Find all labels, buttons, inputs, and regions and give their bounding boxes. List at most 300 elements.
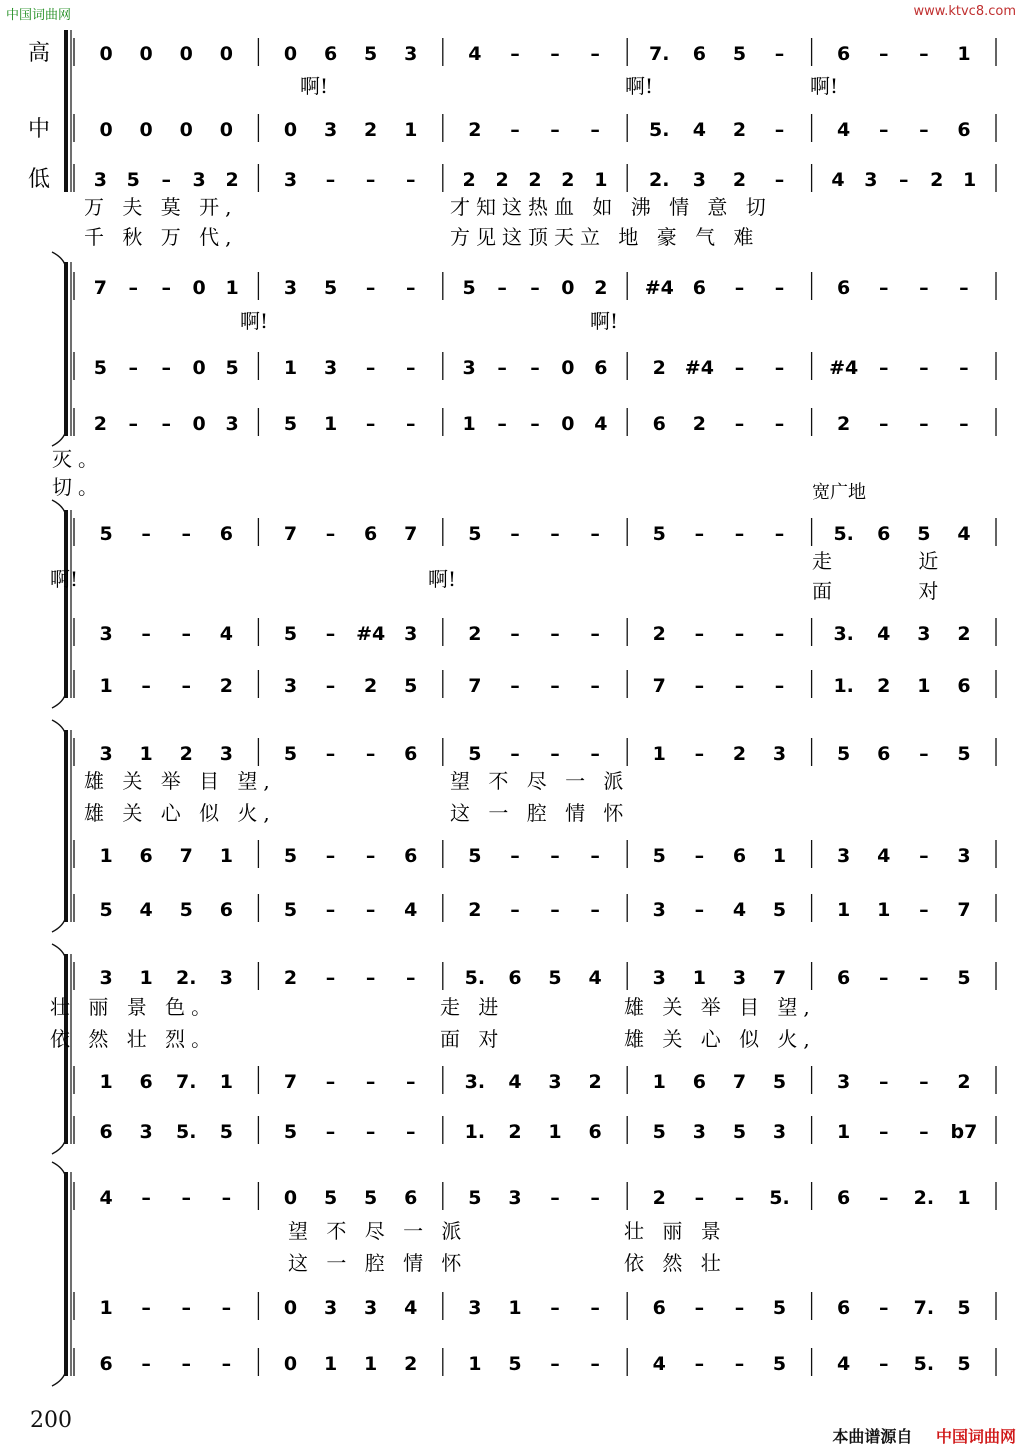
note: 3 [772, 1121, 787, 1143]
lyric-right: 面 对 [812, 579, 979, 603]
note: – [590, 743, 600, 765]
lyric-line: 灭。 [52, 447, 104, 471]
note: 7 [468, 675, 482, 697]
note: 3 [99, 743, 113, 765]
note: 2 [652, 357, 666, 379]
note: 0 [561, 357, 575, 379]
note: 6 [652, 413, 666, 435]
note: 5 [468, 523, 482, 545]
note: 2 [508, 1121, 522, 1143]
note: 0 [139, 119, 153, 141]
note: 1 [594, 169, 608, 191]
note: – [510, 623, 520, 645]
note: 0 [561, 413, 575, 435]
note: 3 [99, 967, 113, 989]
note: – [530, 277, 540, 299]
note: – [734, 1353, 745, 1375]
note: 4 [837, 1353, 851, 1375]
note: – [734, 413, 745, 435]
note: – [590, 1187, 600, 1209]
note: 3 [219, 967, 233, 989]
note: – [181, 1297, 191, 1319]
voice-label: 中 [28, 117, 51, 142]
lyric-line: 雄 关 举 目 望, [624, 995, 816, 1019]
note: 4 [404, 899, 418, 921]
note: 7 [93, 277, 107, 299]
note: 3. [464, 1071, 486, 1093]
note: – [919, 119, 929, 141]
note: – [128, 277, 139, 299]
note: 3 [548, 1071, 562, 1093]
lyric-line: 走 进 [440, 995, 505, 1019]
note: 1 [219, 1071, 233, 1093]
note: – [365, 277, 376, 299]
note: – [161, 413, 171, 435]
watermark-left: 中国词曲网 [6, 8, 72, 23]
lyric-line: 千 秋 万 代, [84, 225, 238, 249]
note: – [899, 169, 909, 191]
brace-bottom [52, 692, 66, 708]
note: – [550, 43, 560, 65]
note: 1 [877, 899, 891, 921]
note: – [919, 413, 929, 435]
note: – [221, 1353, 232, 1375]
lyric-line: 依 然 壮 烈。 [50, 1027, 218, 1051]
note: – [959, 413, 969, 435]
note: 0 [192, 357, 206, 379]
note: 2 [732, 743, 747, 765]
note: 4 [468, 43, 482, 65]
note: 0 [139, 43, 153, 65]
note: 6 [219, 899, 233, 921]
note: 3 [692, 1121, 706, 1143]
note: – [510, 899, 520, 921]
note: – [128, 413, 139, 435]
brace-bottom [52, 916, 66, 932]
note: – [774, 43, 785, 65]
note: 3 [139, 1121, 153, 1143]
note: – [590, 1297, 600, 1319]
note: 2 [219, 675, 233, 697]
note: – [734, 675, 745, 697]
note: – [959, 357, 969, 379]
note: 0 [192, 413, 206, 435]
note: – [734, 357, 745, 379]
note: 3 [732, 967, 747, 989]
note: – [879, 1121, 889, 1143]
tempo-marking: 宽广地 [812, 482, 866, 503]
note: 1 [957, 1187, 971, 1209]
note: – [365, 845, 376, 867]
note: – [550, 1187, 560, 1209]
note: 1 [139, 967, 153, 989]
note: – [879, 43, 889, 65]
note: – [694, 523, 705, 545]
note: – [365, 357, 376, 379]
note: – [510, 743, 520, 765]
note: 0 [219, 119, 233, 141]
note: – [919, 967, 929, 989]
brace-top [52, 500, 66, 516]
note: 6 [404, 743, 418, 765]
note: – [694, 1297, 705, 1319]
note: 0 [561, 277, 575, 299]
note: – [530, 413, 540, 435]
note: – [325, 1121, 336, 1143]
note: 5 [957, 1297, 971, 1319]
note: – [181, 675, 191, 697]
note: 5 [652, 845, 666, 867]
note: – [919, 899, 929, 921]
note: – [141, 1353, 151, 1375]
note: 5 [508, 1353, 522, 1375]
note: 0 [283, 43, 298, 65]
note: – [879, 1187, 889, 1209]
note: 6 [837, 277, 851, 299]
note: 2 [93, 413, 107, 435]
note: 6 [957, 119, 971, 141]
lyric-mid: 啊! [810, 74, 839, 98]
note: 1 [323, 413, 338, 435]
note: – [405, 357, 416, 379]
lyric-mid: 啊! [625, 74, 654, 98]
note: 2. [649, 169, 670, 191]
note: 4 [652, 1353, 666, 1375]
note: 7. [913, 1297, 935, 1319]
note: 0 [192, 277, 206, 299]
note: – [879, 1297, 889, 1319]
note: 2 [364, 675, 378, 697]
note: – [774, 413, 785, 435]
note: 4 [139, 899, 153, 921]
note: 4 [588, 967, 602, 989]
note: 4 [877, 623, 891, 645]
note: – [919, 43, 929, 65]
lyric-line: 壮 丽 景 色。 [50, 995, 218, 1019]
note: 1 [692, 967, 706, 989]
note: 0 [99, 119, 113, 141]
note: 5. [913, 1353, 935, 1375]
note: – [141, 675, 151, 697]
note: 5 [732, 43, 747, 65]
note: – [959, 277, 969, 299]
note: 4 [594, 413, 608, 435]
note: 5 [652, 523, 666, 545]
note: 5 [468, 1187, 482, 1209]
note: 0 [219, 43, 233, 65]
lyric-line: 这 一 腔 情 怀 [450, 801, 630, 825]
note: 1 [837, 1121, 851, 1143]
note: 6 [732, 845, 747, 867]
note: 4 [508, 1071, 522, 1093]
note: 2 [179, 743, 193, 765]
note: – [774, 169, 785, 191]
note: – [365, 743, 376, 765]
note: – [879, 277, 889, 299]
lyric-line: 方见这顶天立 地 豪 气 难 [450, 225, 760, 249]
note: 2 [930, 169, 944, 191]
note: – [365, 1121, 376, 1143]
note: 5 [99, 899, 113, 921]
footer-source-label: 本曲谱源自 [832, 1427, 913, 1446]
note: – [590, 675, 600, 697]
note: 3 [404, 623, 418, 645]
note: 3 [283, 169, 298, 191]
note: 1 [917, 675, 931, 697]
note: 5 [283, 413, 298, 435]
note: – [590, 119, 600, 141]
note: 0 [99, 43, 113, 65]
note: 6 [404, 845, 418, 867]
note: 5. [649, 119, 670, 141]
note: 1 [957, 43, 971, 65]
note: 5 [548, 967, 562, 989]
note: 3 [508, 1187, 522, 1209]
note: 2 [364, 119, 378, 141]
note: 2 [837, 413, 851, 435]
lyric-mid: 啊! [590, 309, 619, 333]
note: 6 [837, 1297, 851, 1319]
note: – [365, 1071, 376, 1093]
note: 1 [219, 845, 233, 867]
note: – [221, 1187, 232, 1209]
note: – [694, 623, 705, 645]
note: 5 [283, 743, 298, 765]
note: – [694, 1187, 705, 1209]
note: 2 [462, 169, 476, 191]
note: 0 [283, 119, 298, 141]
note: – [919, 743, 929, 765]
note: 0 [283, 1297, 298, 1319]
note: 6 [323, 43, 338, 65]
note: 1. [464, 1121, 486, 1143]
note: 5 [323, 1187, 338, 1209]
note: 1 [225, 277, 239, 299]
note: – [405, 1071, 416, 1093]
lyric-line: 雄 关 心 似 火, [624, 1027, 816, 1051]
note: – [365, 413, 376, 435]
note: 1 [364, 1353, 378, 1375]
note: – [694, 845, 705, 867]
note: – [325, 899, 336, 921]
note: 4 [404, 1297, 418, 1319]
note: 3 [692, 169, 706, 191]
note: – [161, 277, 171, 299]
note: – [879, 357, 889, 379]
note: 2 [588, 1071, 602, 1093]
note: – [497, 357, 507, 379]
note: 5 [772, 1297, 787, 1319]
note: 6 [588, 1121, 602, 1143]
note: 7. [176, 1071, 197, 1093]
note: 3 [323, 1297, 338, 1319]
note: – [694, 1353, 705, 1375]
note: 5 [772, 1353, 787, 1375]
note: 1 [508, 1297, 522, 1319]
note: – [325, 845, 336, 867]
note: – [141, 623, 151, 645]
note: 5 [283, 899, 298, 921]
footer [832, 1424, 1016, 1447]
note: 2 [652, 1187, 666, 1209]
note: 3 [772, 743, 787, 765]
note: 6 [837, 43, 851, 65]
note: 5 [99, 523, 113, 545]
note: – [774, 675, 785, 697]
note: 2 [225, 169, 239, 191]
note: 2 [957, 1071, 971, 1093]
note: 1 [462, 413, 476, 435]
note: – [550, 119, 560, 141]
brace-top [52, 1162, 66, 1178]
note: – [774, 277, 785, 299]
note: 1 [99, 1297, 113, 1319]
note: 5 [225, 357, 239, 379]
brace-bottom [52, 1138, 66, 1154]
note: – [365, 169, 376, 191]
note: 6 [99, 1353, 113, 1375]
note: – [510, 845, 520, 867]
note: – [405, 277, 416, 299]
note: 2 [732, 169, 747, 191]
note: 2 [732, 119, 747, 141]
note: – [550, 675, 560, 697]
note: – [774, 623, 785, 645]
note: – [919, 1071, 929, 1093]
note: – [405, 967, 416, 989]
note: 6 [139, 845, 153, 867]
note: 2 [652, 623, 666, 645]
note: – [510, 675, 520, 697]
note: 2 [594, 277, 608, 299]
note: 5 [283, 1121, 298, 1143]
lyric-mid: 啊! [428, 567, 457, 591]
note: – [879, 1353, 889, 1375]
note: 5 [957, 743, 971, 765]
note: #4 [644, 277, 674, 299]
note: – [590, 523, 600, 545]
note: – [325, 1071, 336, 1093]
note: 1 [404, 119, 418, 141]
lyric-line: 望 不 尽 一 派 [288, 1219, 468, 1243]
note: – [141, 523, 151, 545]
note: 3 [957, 845, 971, 867]
note: – [497, 413, 507, 435]
note: 3 [652, 967, 666, 989]
note: – [734, 277, 745, 299]
lyric-mid: 啊! [300, 74, 329, 98]
note: – [694, 743, 705, 765]
voice-label: 高 [28, 41, 51, 66]
note: – [550, 1353, 560, 1375]
note: – [128, 357, 139, 379]
note: 4 [219, 623, 233, 645]
note: 1 [99, 1071, 113, 1093]
note: 3 [283, 277, 298, 299]
note: 4 [732, 899, 747, 921]
note: 0 [283, 1353, 298, 1375]
note: 3 [917, 623, 931, 645]
note: – [325, 169, 336, 191]
note: 5 [957, 967, 971, 989]
note: – [325, 523, 336, 545]
note: – [161, 169, 171, 191]
note: 2 [877, 675, 891, 697]
note: 6 [877, 743, 891, 765]
lyric-right: 走 近 [812, 549, 979, 573]
note: 3 [404, 43, 418, 65]
lyric-line: 壮 丽 景 [624, 1219, 727, 1243]
page-number: 200 [30, 1408, 72, 1433]
note: – [550, 623, 560, 645]
note: 3 [864, 169, 878, 191]
lyric-line: 切。 [52, 475, 104, 499]
note: – [550, 523, 560, 545]
note: 5 [93, 357, 107, 379]
note: 3. [833, 623, 854, 645]
lyric-line: 雄 关 心 似 火, [84, 801, 276, 825]
note: – [694, 899, 705, 921]
note: – [550, 845, 560, 867]
note: 7 [283, 523, 298, 545]
note: 3 [323, 119, 338, 141]
note: 7 [732, 1071, 747, 1093]
note: 5 [732, 1121, 747, 1143]
note: 1 [139, 743, 153, 765]
note: 3 [323, 357, 338, 379]
note: – [365, 967, 376, 989]
note: 6 [837, 967, 851, 989]
note: 5 [404, 675, 418, 697]
note: 1 [652, 743, 666, 765]
lyric-mid: 啊! [240, 309, 269, 333]
note: – [919, 277, 929, 299]
lyric-line: 万 夫 莫 开, [84, 195, 238, 219]
note: 7 [179, 845, 193, 867]
watermark-right: www.ktvc8.com [913, 4, 1016, 19]
note: 1 [652, 1071, 666, 1093]
note: 3 [99, 623, 113, 645]
note: 4 [877, 845, 891, 867]
note: – [774, 523, 785, 545]
note: – [734, 1187, 745, 1209]
note: – [919, 357, 929, 379]
note: 6 [139, 1071, 153, 1093]
note: 5 [917, 523, 931, 545]
note: 4 [99, 1187, 113, 1209]
note: 5 [179, 899, 193, 921]
note: 1 [283, 357, 298, 379]
note: 1 [99, 845, 113, 867]
note: 2 [528, 169, 542, 191]
note: #4 [829, 357, 859, 379]
note: 3 [652, 899, 666, 921]
note: 3 [364, 1297, 378, 1319]
note: – [221, 1297, 232, 1319]
note: – [590, 899, 600, 921]
note: 5 [323, 277, 338, 299]
note: – [879, 967, 889, 989]
note: – [550, 743, 560, 765]
note: 4 [957, 523, 971, 545]
note: 5 [462, 277, 476, 299]
note: – [919, 1121, 929, 1143]
note: – [590, 1353, 600, 1375]
note: 3 [468, 1297, 482, 1319]
note: – [141, 1187, 151, 1209]
note: 0 [283, 1187, 298, 1209]
lyric-line: 依 然 壮 [624, 1251, 727, 1275]
